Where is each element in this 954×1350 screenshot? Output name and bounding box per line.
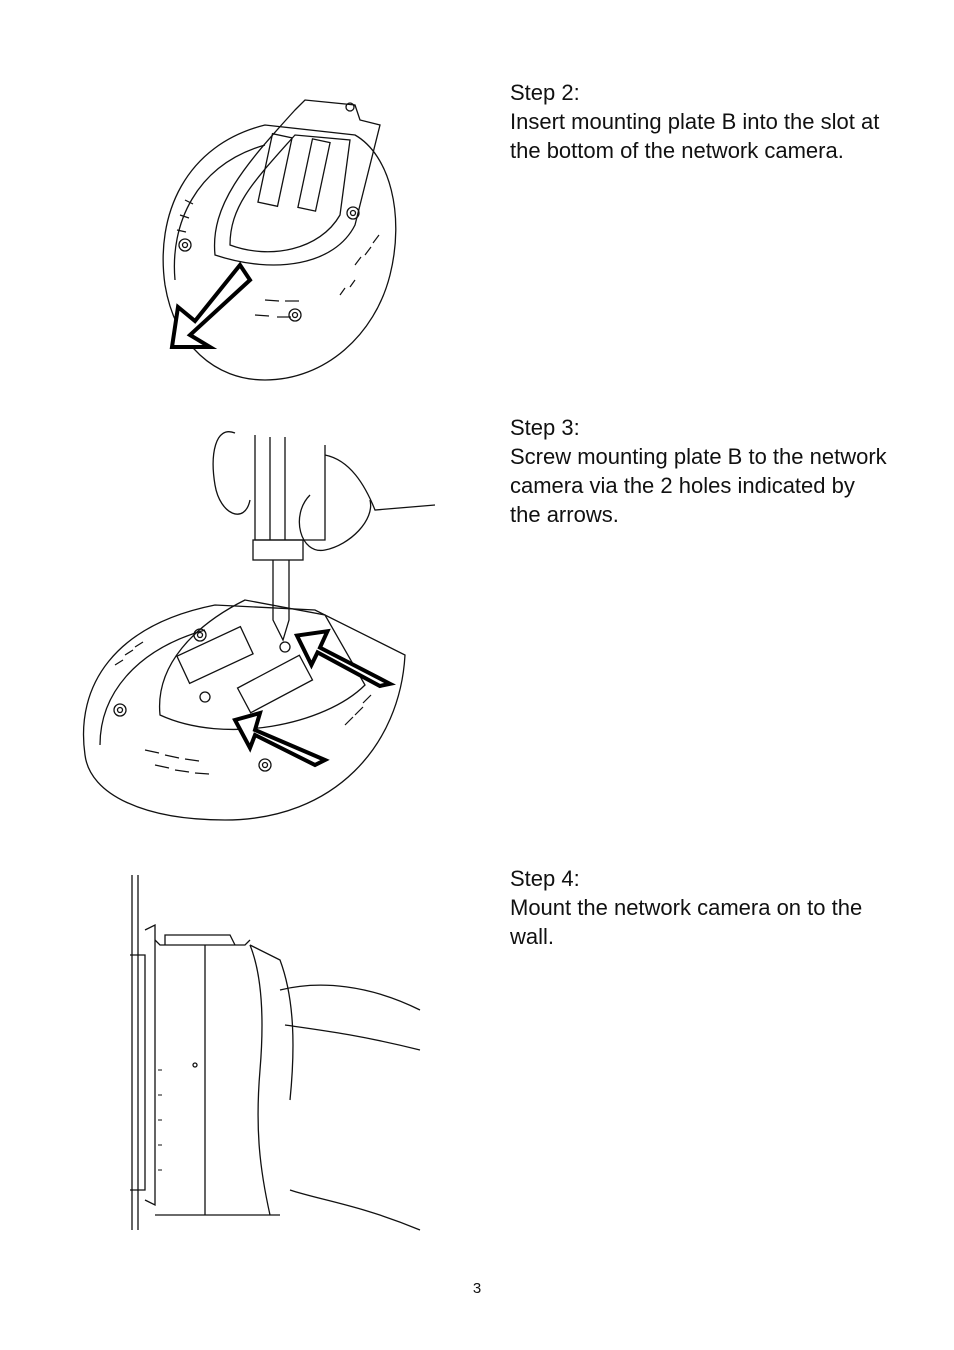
step-3-body: Screw mounting plate B to the network camera via the 2 holes indicated by the arrows. <box>510 444 893 527</box>
step-4-body: Mount the network camera on to the wall. <box>510 895 869 949</box>
step-4-heading: Step 4: <box>510 866 580 891</box>
step-4-illustration <box>120 870 425 1235</box>
page-number: 3 <box>472 1280 482 1297</box>
step-3-text <box>510 413 893 529</box>
step-2-text <box>510 78 890 165</box>
step-3-illustration <box>75 425 445 825</box>
step-3-heading: Step 3: <box>510 415 580 440</box>
step-2-heading: Step 2: <box>510 80 580 105</box>
step-4-text <box>510 864 890 951</box>
step-2-body: Insert mounting plate B into the slot at the bottom of the network camera. <box>510 109 886 163</box>
step-2-illustration <box>155 95 415 385</box>
